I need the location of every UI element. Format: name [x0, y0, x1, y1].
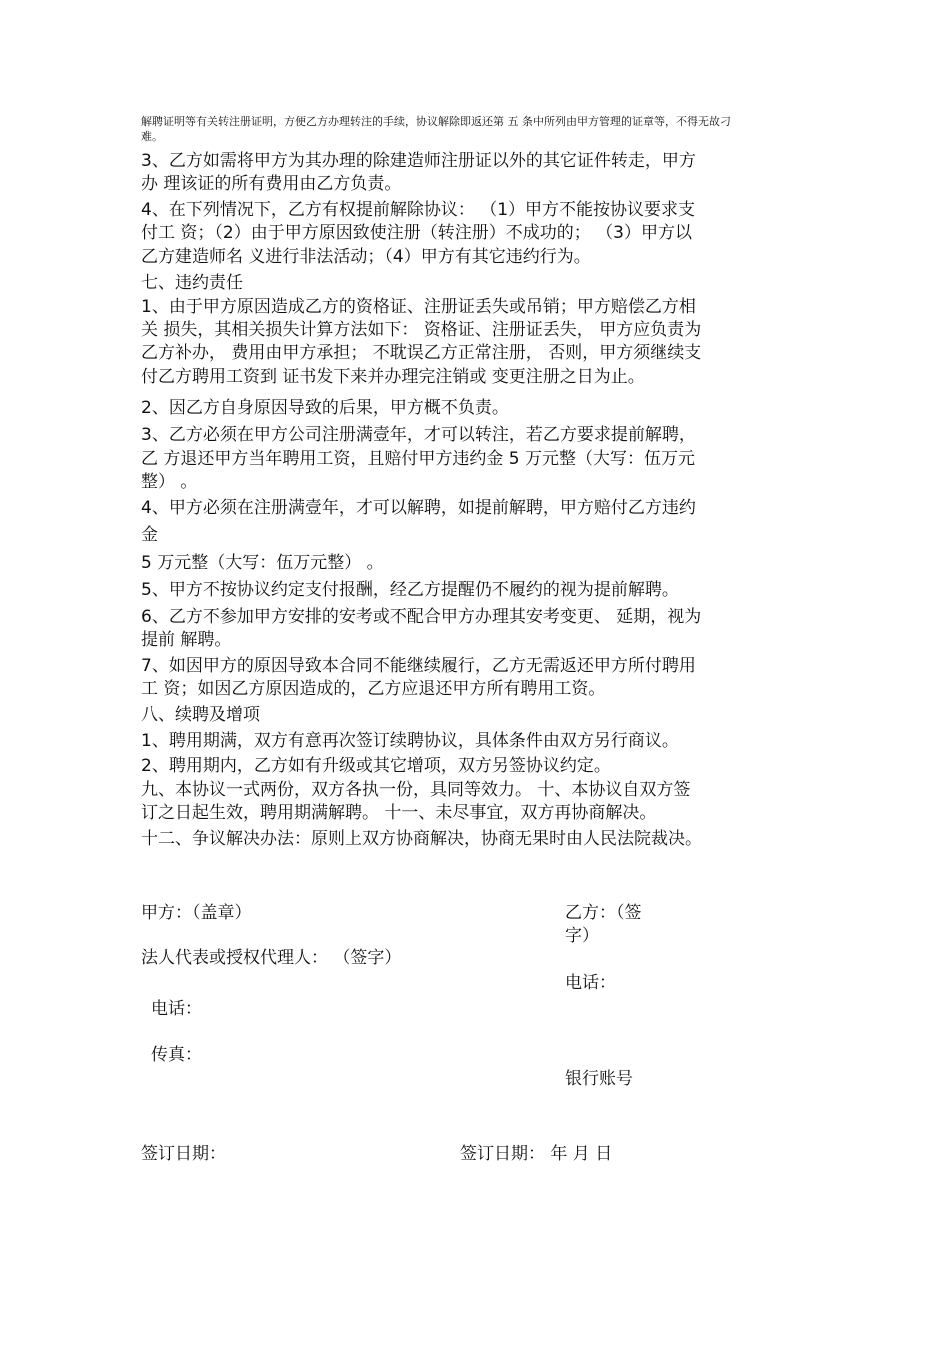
cutoff-text: [565, 1068, 675, 1089]
legal-representative: 法人代表或授权代理人： （签字）: [141, 948, 402, 968]
body-line: 工 资；如因乙方原因造成的，乙方应退还甲方所有聘用工资。: [141, 679, 606, 699]
body-line: 4、甲方必须在注册满壹年，才可以解聘，如提前解聘，甲方赔付乙方违约: [141, 498, 696, 518]
body-line: 2、因乙方自身原因导致的后果，甲方概不负责。: [141, 398, 509, 418]
body-line: 整） 。: [141, 472, 198, 492]
body-line: 乙 方退还甲方当年聘用工资，且赔付甲方违约金 5 万元整（大写：伍万元: [141, 449, 696, 469]
body-line: 十二、争议解决办法：原则上双方协商解决，协商无果时由人民法院裁决。: [141, 829, 702, 849]
body-line: 5、甲方不按协议约定支付报酬，经乙方提醒仍不履约的视为提前解聘。: [141, 580, 679, 600]
body-line: 1、由于甲方原因造成乙方的资格证、注册证丢失或吊销；甲方赔偿乙方相: [141, 297, 696, 317]
body-line: 3、乙方如需将甲方为其办理的除建造师注册证以外的其它证件转走，甲方: [141, 151, 696, 171]
body-line: 5 万元整（大写：伍万元整） 。: [141, 553, 384, 573]
body-line: 6、乙方不参加甲方安排的安考或不配合甲方办理其安考变更、 延期，视为: [141, 607, 702, 627]
body-line: 3、乙方必须在甲方公司注册满壹年，才可以转注，若乙方要求提前解聘，: [141, 425, 696, 445]
party-b-phone: 电话：: [565, 973, 616, 993]
party-b-label: 乙方：（签: [565, 903, 642, 923]
body-line: 办 理该证的所有费用由乙方负责。: [141, 174, 402, 194]
party-a-phone: 电话：: [151, 999, 202, 1019]
body-line: 付工 资；（2）由于甲方原因致使注册（转注册）不成功的； （3）甲方以: [141, 223, 692, 243]
cutoff-text-content: 银行账号: [565, 1069, 633, 1089]
body-line: 4、在下列情况下，乙方有权提前解除协议： （1）甲方不能按协议要求支: [141, 200, 696, 220]
body-line: 七、违约责任: [141, 273, 243, 293]
body-line: 1、聘用期满，双方有意再次签订续聘协议，具体条件由双方另行商议。: [141, 731, 679, 751]
body-line: 7、如因甲方的原因导致本合同不能继续履行，乙方无需返还甲方所付聘用: [141, 656, 696, 676]
party-b-sign-date: 签订日期： 年 月 日: [460, 1144, 613, 1164]
body-line: 乙方建造师名 义进行非法活动；（4）甲方有其它违约行为。: [141, 247, 591, 267]
body-line: 提前 解聘。: [141, 630, 232, 650]
party-b-label-cont: 字）: [565, 926, 599, 946]
party-a-fax: 传真：: [151, 1045, 202, 1065]
party-a-label: 甲方：（盖章）: [141, 903, 252, 923]
small-line: 解聘证明等有关转注册证明，方便乙方办理转注的手续，协议解除即返还第 五 条中所列由甲方管理的证章等，不得无故刁: [141, 115, 731, 128]
body-line: 2、聘用期内，乙方如有升级或其它增项，双方另签协议约定。: [141, 756, 611, 776]
body-line: 八、续聘及增项: [141, 705, 260, 725]
small-line: 难。: [141, 130, 163, 143]
body-line: 金: [141, 525, 158, 545]
body-line: 关 损失，其相关损失计算方法如下： 资格证、注册证丢失， 甲方应负责为: [141, 320, 702, 340]
party-a-sign-date: 签订日期：: [141, 1144, 226, 1164]
body-line: 付乙方聘用工资到 证书发下来并办理完注销或 变更注册之日为止。: [141, 367, 645, 387]
body-line: 九、本协议一式两份，双方各执一份，具同等效力。 十、本协议自双方签: [141, 780, 691, 800]
body-line: 乙方补办， 费用由甲方承担； 不耽误乙方正常注册， 否则，甲方须继续支: [141, 343, 702, 363]
body-line: 订之日起生效，聘用期满解聘。 十一、未尽事宜，双方再协商解决。: [141, 803, 657, 823]
